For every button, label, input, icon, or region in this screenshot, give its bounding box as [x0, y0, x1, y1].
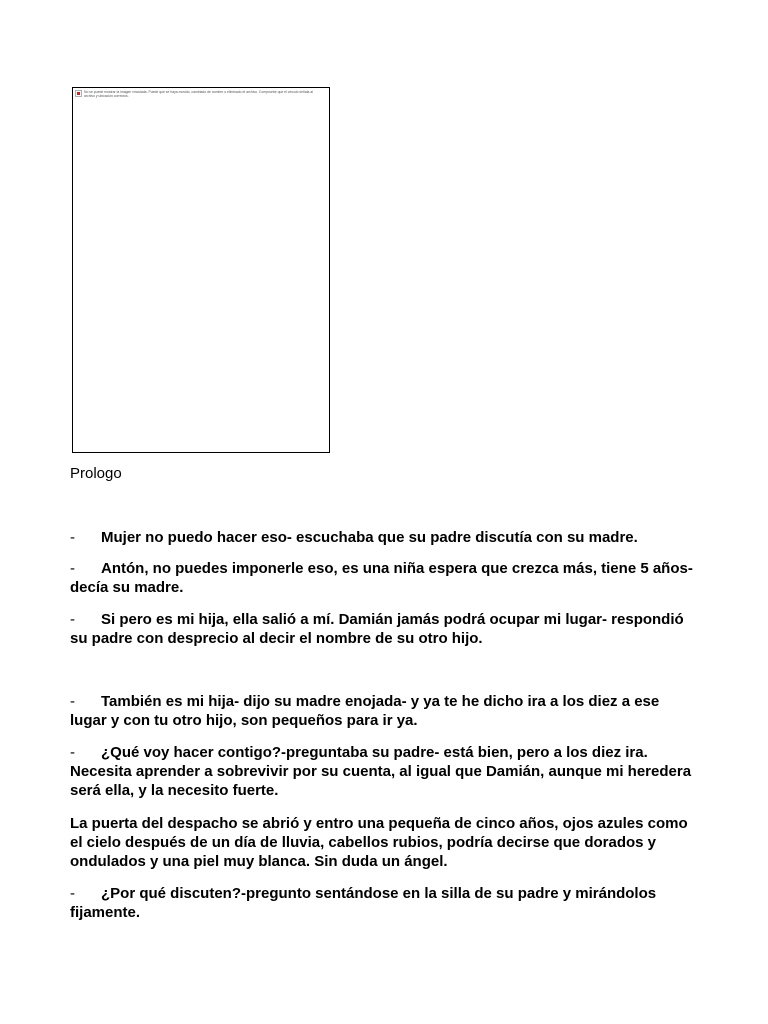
dialogue-dash: -: [70, 693, 75, 710]
dialogue-dash: -: [70, 560, 75, 577]
dialogue-paragraph: [70, 528, 700, 547]
dialogue-paragraph: [70, 884, 700, 922]
dialogue-paragraph: [70, 743, 700, 800]
dialogue-dash: -: [70, 611, 75, 628]
dialogue-dash: -: [70, 744, 75, 761]
dialogue-dash: -: [70, 885, 75, 902]
paragraph-text: También es mi hija- dijo su madre enojada- y ya te he dicho ira a los diez a ese lugar y con tu otro hijo, son pequeños para ir ya.: [70, 693, 660, 729]
dialogue-paragraph: [70, 692, 700, 730]
dialogue-paragraph: [70, 610, 700, 648]
paragraph-text: Mujer no puedo hacer eso- escuchaba que su padre discutía con su madre.: [101, 529, 638, 546]
broken-image-icon: [75, 90, 82, 97]
chapter-heading: Prologo: [70, 465, 122, 482]
missing-image-frame: [72, 87, 330, 453]
narrative-paragraph: La puerta del despacho se abrió y entro una pequeña de cinco años, ojos azules como el cielo después de un día de lluvia, cabellos rubios, podría decirse que dorados y ondulados y una piel muy blanca. Sin duda un ángel.: [70, 815, 688, 870]
broken-image-notice: [75, 90, 323, 98]
paragraph-text: Antón, no puedes imponerle eso, es una niña espera que crezca más, tiene 5 años- decía su madre.: [70, 560, 693, 596]
paragraph-text: ¿Qué voy hacer contigo?-preguntaba su padre- está bien, pero a los diez ira. Necesita aprender a sobrevivir por su cuenta, al igual que Damián, aunque mi heredera será ella, y la necesito fuerte.: [70, 744, 692, 799]
dialogue-paragraph: [70, 559, 700, 597]
dialogue-dash: -: [70, 529, 75, 546]
broken-image-message: No se puede mostrar la imagen vinculada. Puede que se haya movido, cambiado de nombre o eliminado el archivo. Compruebe que el vínculo señala al archivo y ubicación correctos.: [84, 90, 314, 98]
paragraph-text: Si pero es mi hija, ella salió a mí. Damián jamás podrá ocupar mi lugar- respondió su padre con desprecio al decir el nombre de su otro hijo.: [70, 611, 684, 647]
paragraph-text: ¿Por qué discuten?-pregunto sentándose en la silla de su padre y mirándolos fijamente.: [70, 885, 657, 921]
